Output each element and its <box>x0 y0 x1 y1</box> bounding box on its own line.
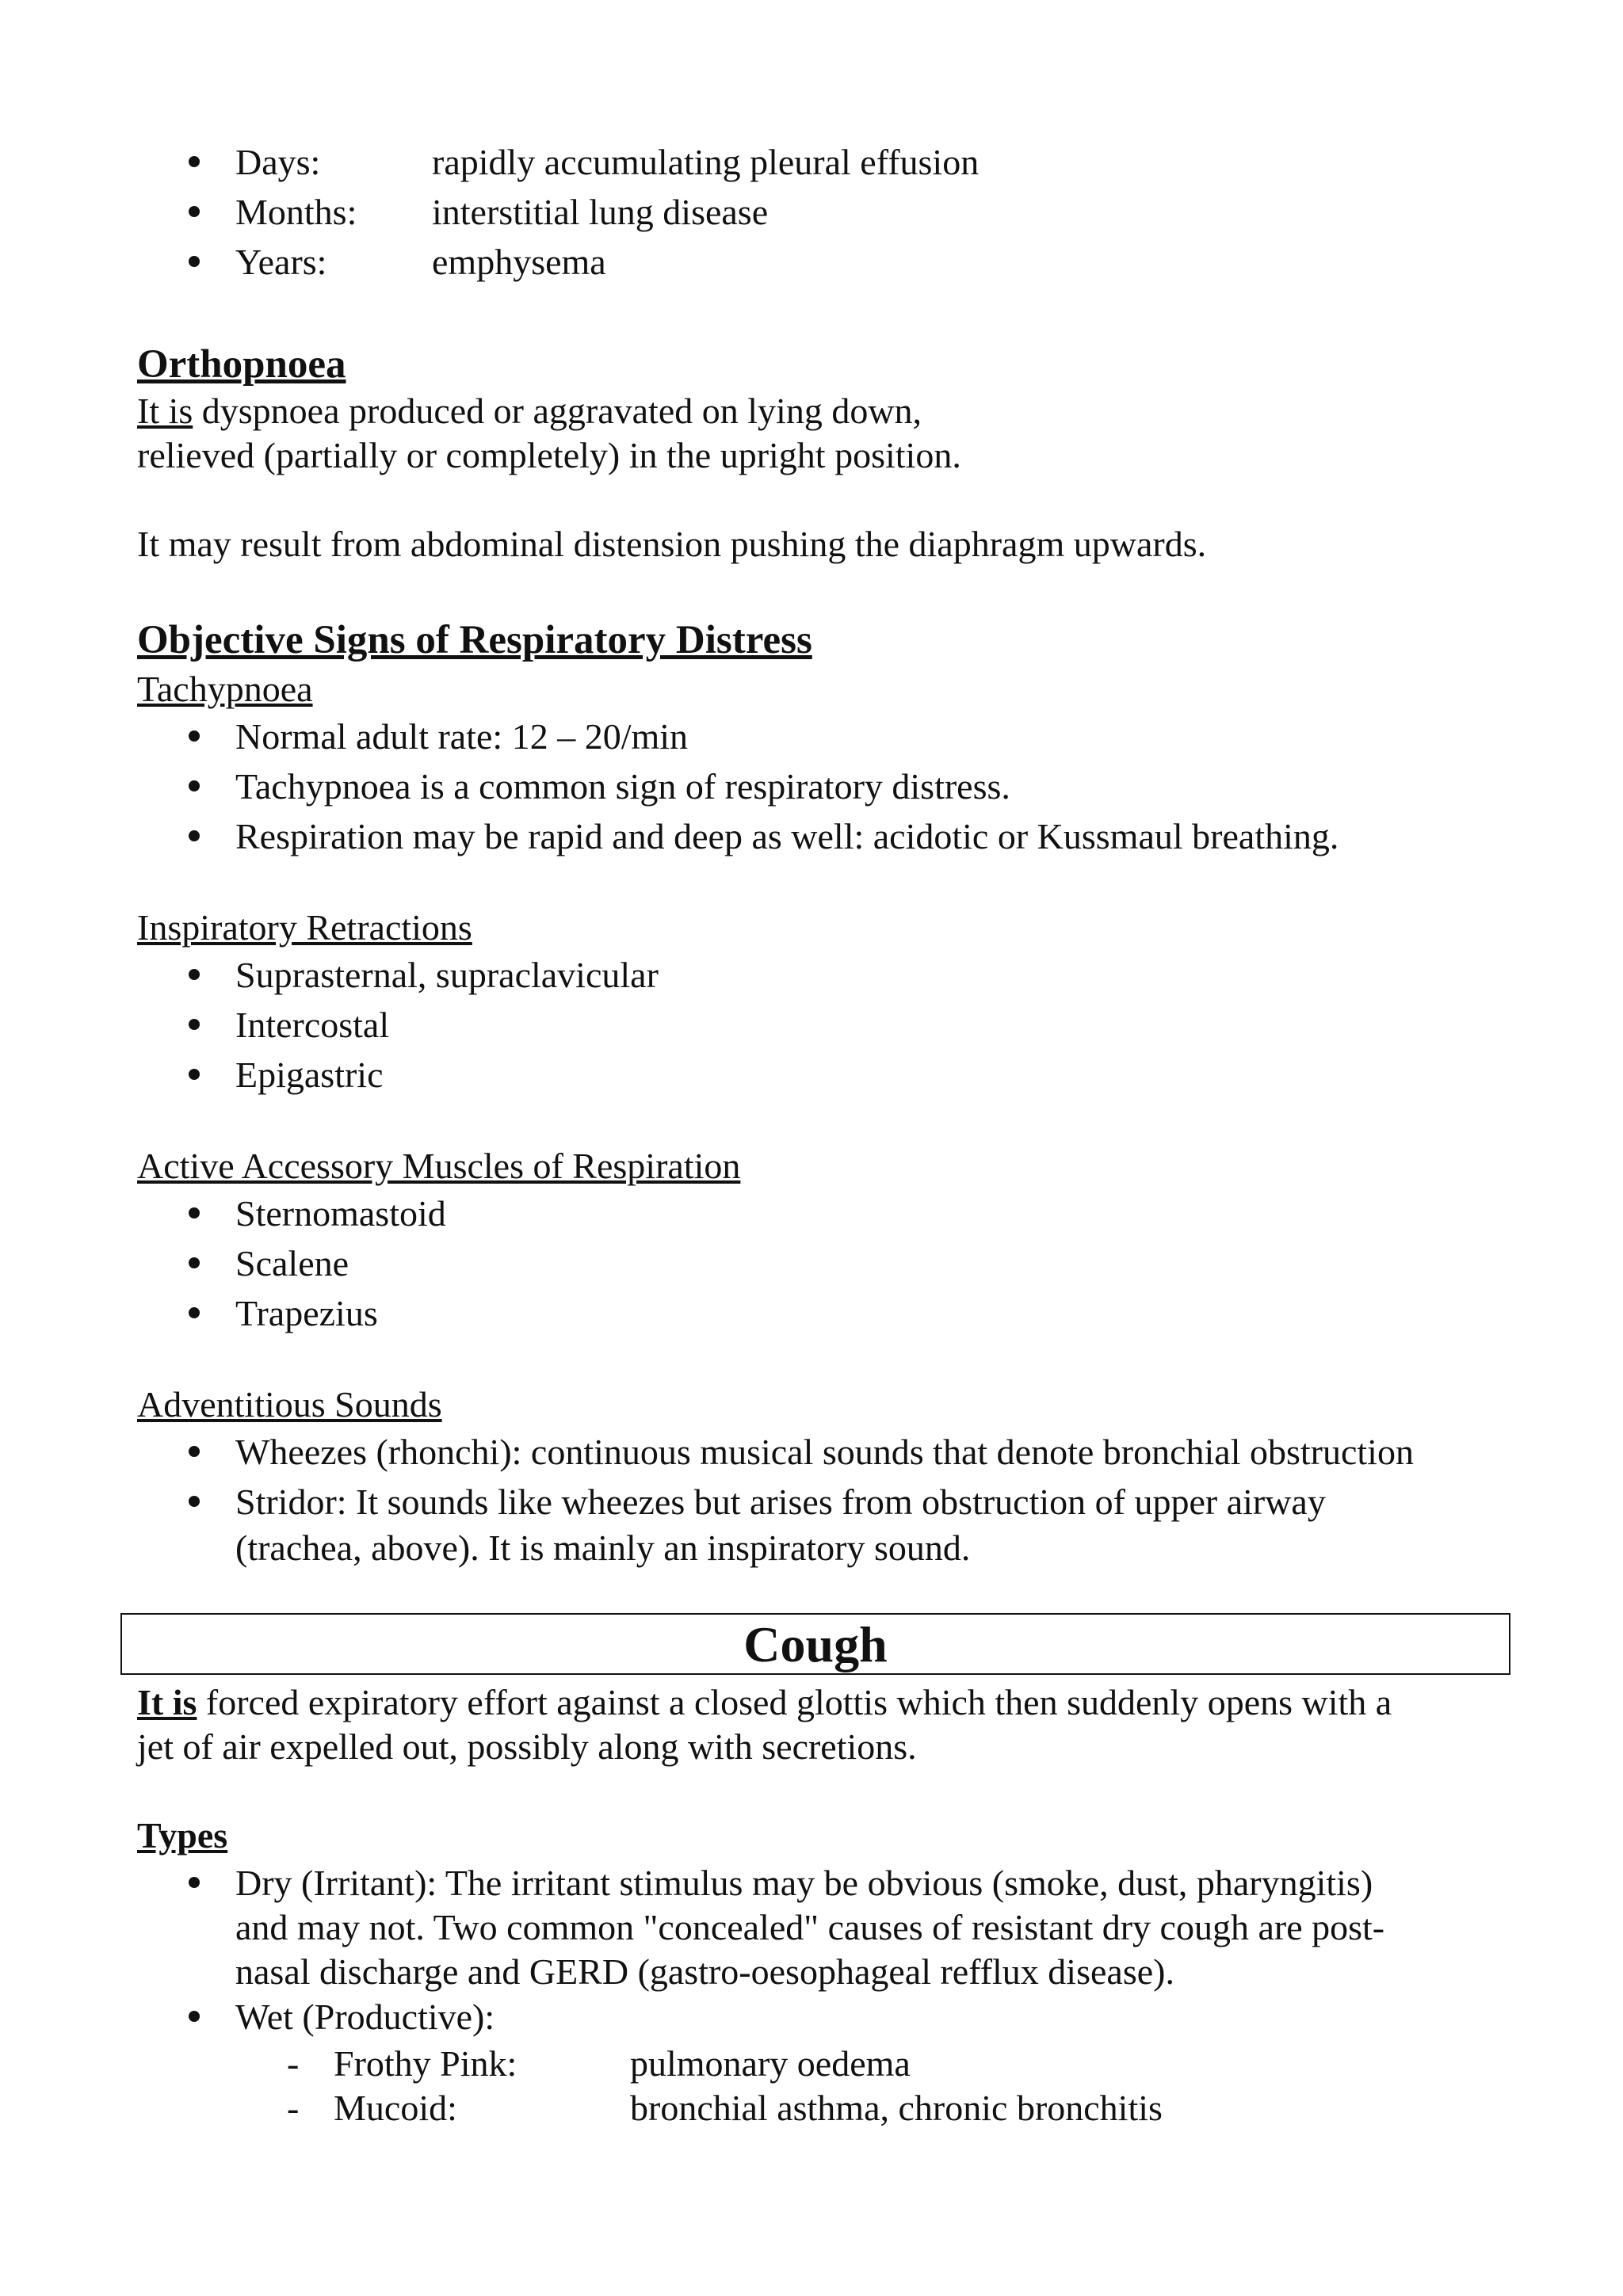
duration-value: emphysema <box>432 242 606 282</box>
dash-icon: - <box>287 2043 300 2084</box>
accessory-title: Active Accessory Muscles of Respiration <box>137 1146 741 1186</box>
adventitious-item: Stridor: It sounds like wheezes but arises from obstruction of upper airway <box>235 1482 1326 1522</box>
bullet-icon <box>189 256 200 267</box>
duration-label: Years: <box>235 242 327 282</box>
duration-label: Months: <box>235 192 357 232</box>
tachypnoea-title: Tachypnoea <box>137 669 313 709</box>
dry-cough-line: Dry (Irritant): The irritant stimulus may be obvious (smoke, dust, pharyngitis) <box>235 1863 1373 1903</box>
orthopnoea-lead: It is <box>137 391 193 431</box>
wet-item-value: pulmonary oedema <box>630 2043 911 2084</box>
tachypnoea-item: Tachypnoea is a common sign of respiratory distress. <box>235 766 1010 807</box>
orthopnoea-line-1 <box>137 386 922 436</box>
dry-cough-line: and may not. Two common "concealed" causes of resistant dry cough are post- <box>235 1907 1385 1947</box>
bullet-icon <box>189 1069 200 1080</box>
accessory-item: Trapezius <box>235 1293 378 1333</box>
bullet-icon <box>189 156 200 167</box>
orthopnoea-line-3: It may result from abdominal distension pushing the diaphragm upwards. <box>137 524 1207 564</box>
duration-label: Days: <box>235 142 321 182</box>
bullet-icon <box>189 1877 200 1888</box>
cough-definition-line-1 <box>137 1677 1392 1727</box>
orthopnoea-line-2: relieved (partially or completely) in the upright position. <box>137 435 961 475</box>
cough-title: Cough <box>743 1616 888 1672</box>
bullet-icon <box>189 1257 200 1268</box>
bullet-icon <box>189 730 200 742</box>
cough-definition-line-2: jet of air expelled out, possibly along with secretions. <box>137 1726 917 1767</box>
cough-definition: forced expiratory effort against a closed glottis which then suddenly opens with a <box>197 1682 1392 1722</box>
retractions-item: Suprasternal, supraclavicular <box>235 955 659 995</box>
bullet-icon <box>189 1019 200 1030</box>
accessory-item: Scalene <box>235 1243 349 1283</box>
adventitious-item-cont: (trachea, above). It is mainly an inspiratory sound. <box>235 1527 971 1568</box>
bullet-icon <box>189 1307 200 1318</box>
bullet-icon <box>189 2011 200 2022</box>
wet-item-label: Mucoid: <box>334 2088 457 2128</box>
orthopnoea-definition: dyspnoea produced or aggravated on lying down, <box>193 391 922 431</box>
bullet-icon <box>189 1446 200 1457</box>
retractions-item: Intercostal <box>235 1005 390 1045</box>
orthopnoea-heading: Orthopnoea <box>137 342 346 387</box>
retractions-title: Inspiratory Retractions <box>137 907 472 948</box>
duration-value: interstitial lung disease <box>432 192 769 232</box>
bullet-icon <box>189 969 200 980</box>
bullet-icon <box>189 830 200 841</box>
wet-item-value: bronchial asthma, chronic bronchitis <box>630 2088 1163 2128</box>
bullet-icon <box>189 206 200 217</box>
adventitious-item: Wheezes (rhonchi): continuous musical sounds that denote bronchial obstruction <box>235 1432 1414 1472</box>
bullet-icon <box>189 1207 200 1219</box>
types-heading: Types <box>137 1815 228 1855</box>
objective-signs-heading: Objective Signs of Respiratory Distress <box>137 618 812 662</box>
bullet-icon <box>189 780 200 791</box>
dash-icon: - <box>287 2088 300 2128</box>
dry-cough-line: nasal discharge and GERD (gastro-oesophageal refflux disease). <box>235 1951 1174 1992</box>
accessory-item: Sternomastoid <box>235 1193 446 1234</box>
tachypnoea-item: Normal adult rate: 12 – 20/min <box>235 716 689 757</box>
bullet-icon <box>189 1496 200 1507</box>
tachypnoea-item: Respiration may be rapid and deep as well: acidotic or Kussmaul breathing. <box>235 816 1339 856</box>
wet-item-label: Frothy Pink: <box>334 2043 517 2084</box>
duration-value: rapidly accumulating pleural effusion <box>432 142 980 182</box>
retractions-item: Epigastric <box>235 1055 384 1095</box>
cough-title-box <box>120 1613 1510 1675</box>
wet-cough-label: Wet (Productive): <box>235 1997 495 2037</box>
adventitious-title: Adventitious Sounds <box>137 1384 442 1425</box>
cough-lead: It is <box>137 1682 197 1722</box>
